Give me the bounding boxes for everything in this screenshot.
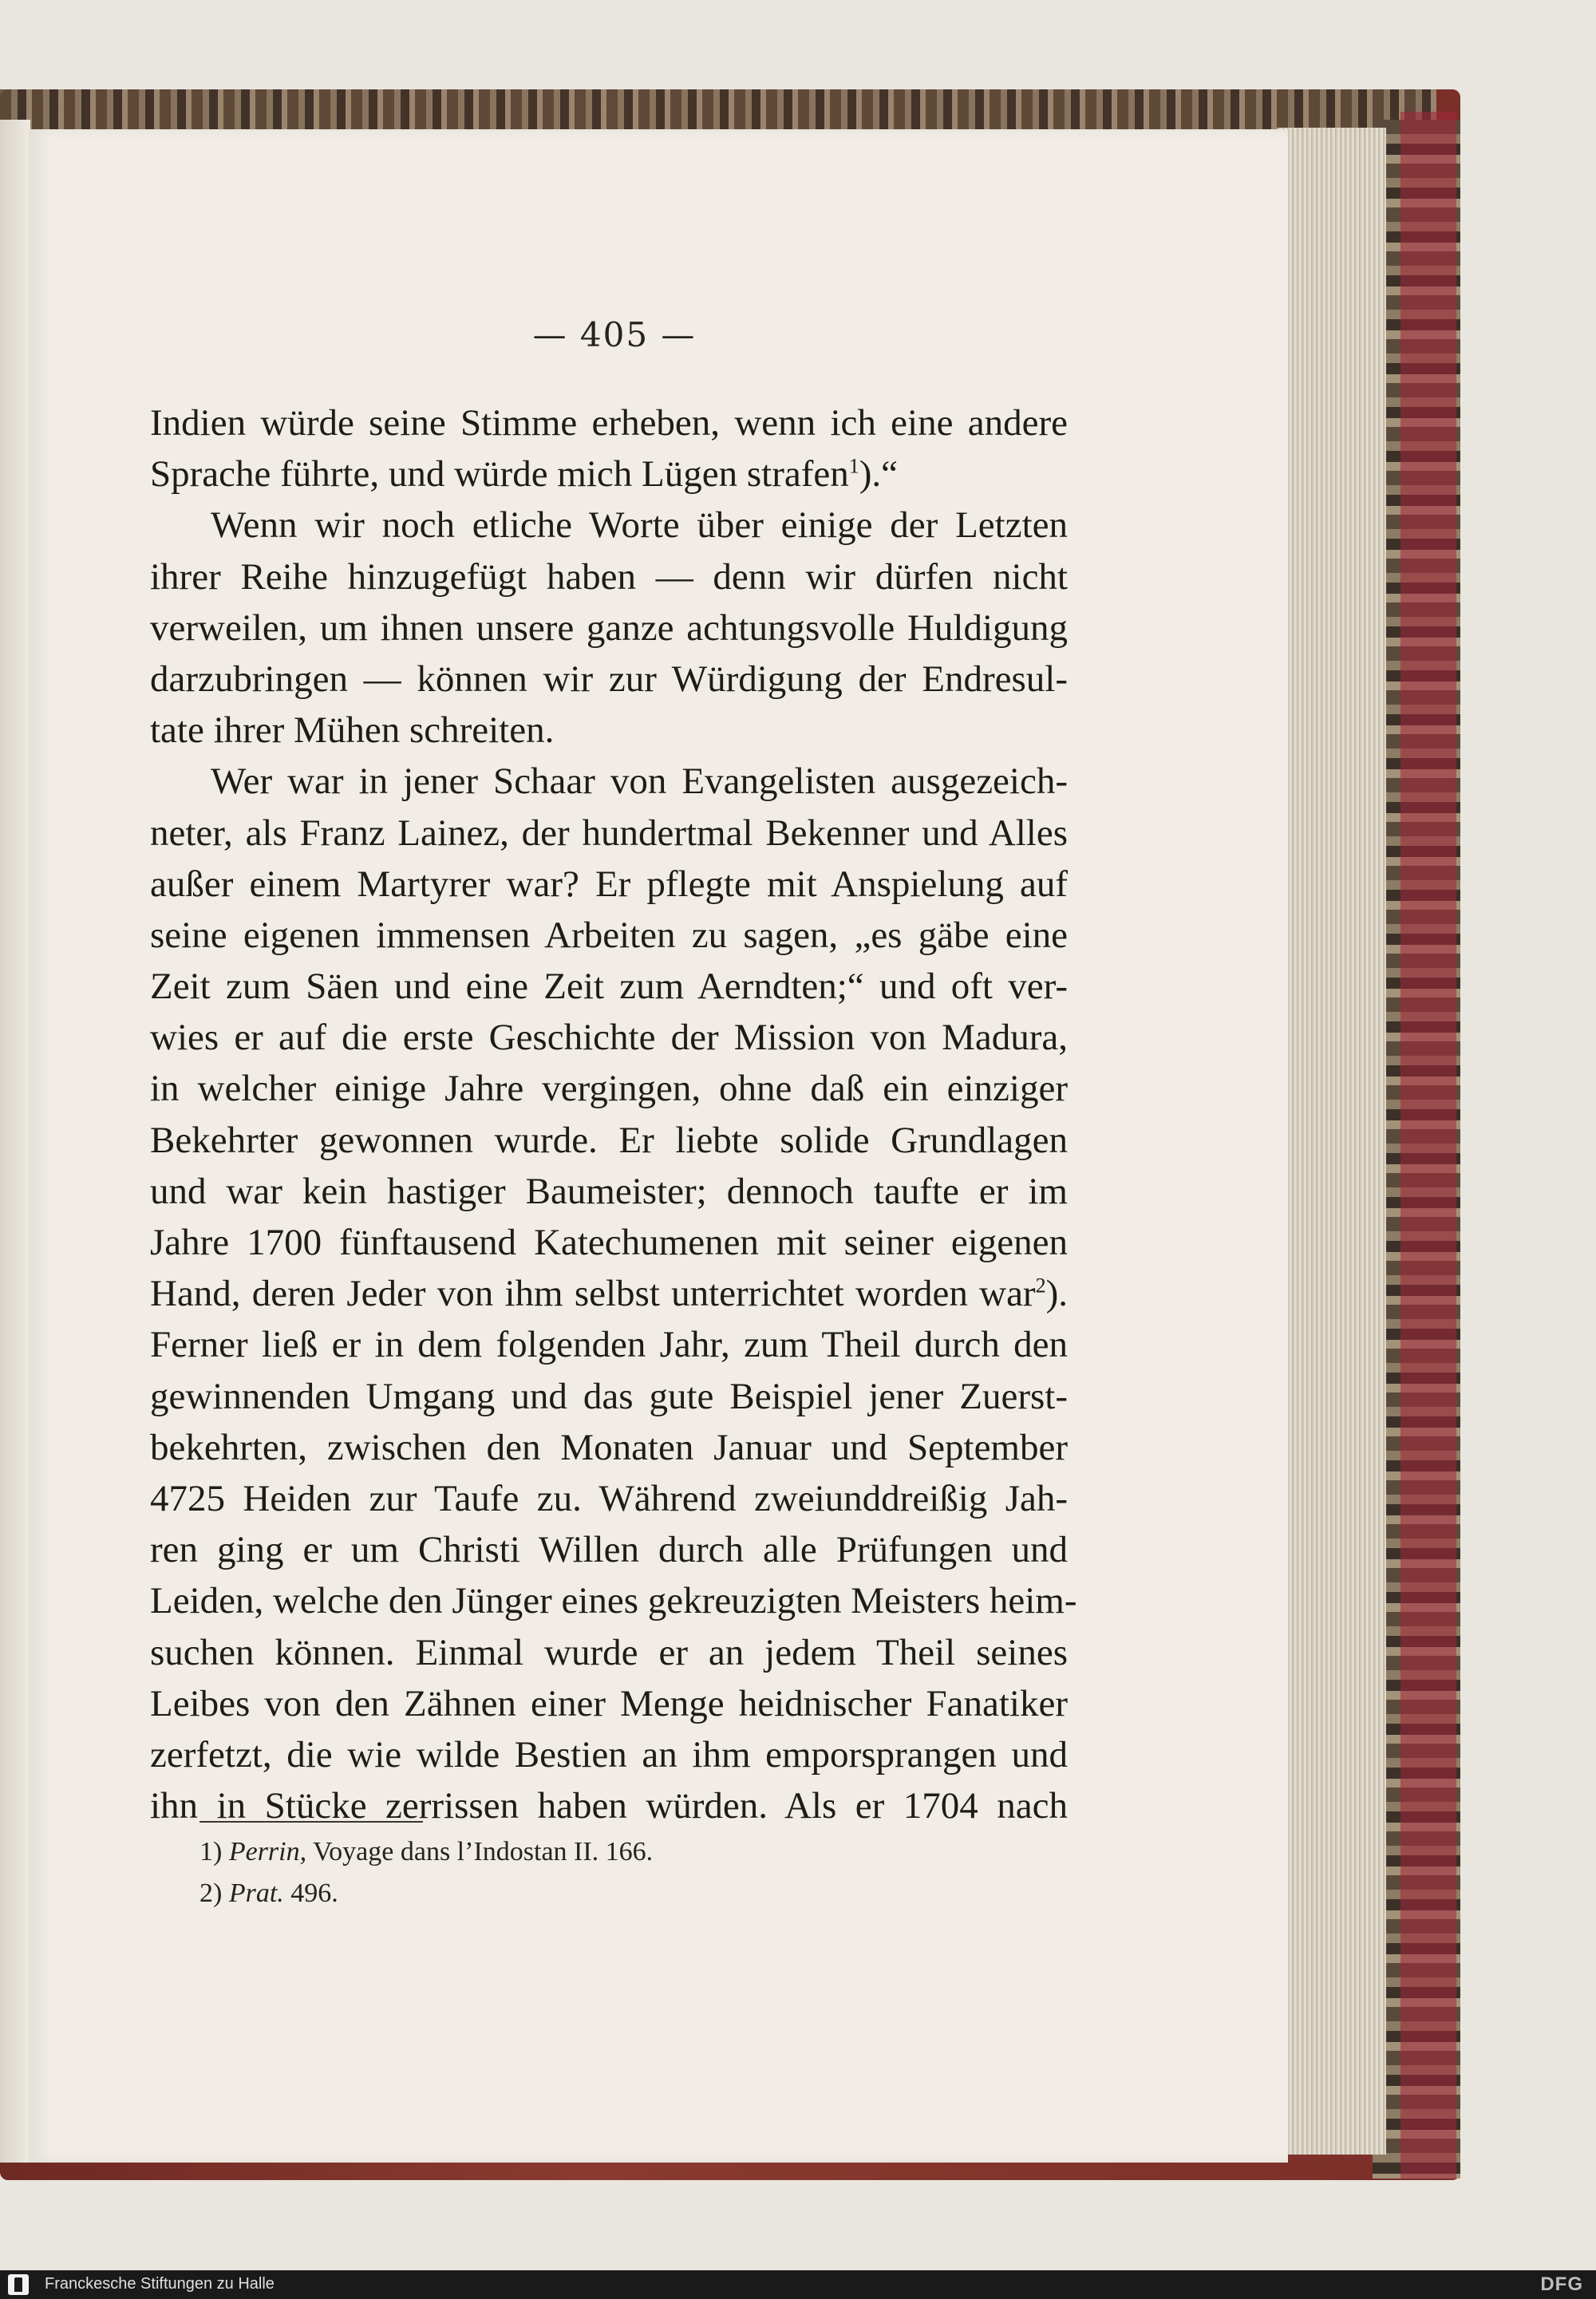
text-line: 4725 Heiden zur Taufe zu. Während zweiunddreißig Jah- — [150, 1477, 1068, 1519]
text-line: zerfetzt, die wie wilde Bestien an ihm emporsprangen und — [150, 1733, 1068, 1776]
text-line: seine eigenen immensen Arbeiten zu sagen, „es gäbe eine — [150, 914, 1068, 956]
footnotes — [200, 1831, 918, 1914]
text-line: Zeit zum Säen und eine Zeit zum Aerndten;“ und oft ver- — [150, 966, 1068, 1008]
cover-red-binding — [1400, 112, 1456, 2179]
footnote: 1) Perrin, Voyage dans l’Indostan II. 166. — [200, 1837, 654, 1866]
text-line: gewinnenden Umgang und das gute Beispiel jener Zuerst- — [150, 1375, 1068, 1417]
text-line: tate ihrer Mühen schreiten. — [150, 709, 555, 752]
footnote-ref: 1 — [848, 454, 859, 478]
text-line: Jahre 1700 fünftausend Katechumenen mit seiner eigenen — [150, 1222, 1068, 1263]
institution-logo-icon — [8, 2274, 29, 2295]
footnote-divider — [200, 1821, 423, 1823]
page-block-edge — [1277, 128, 1386, 2155]
text-line: Leibes von den Zähnen einer Menge heidnischer Fanatiker — [150, 1682, 1068, 1724]
viewer-footer-bar — [0, 2270, 1596, 2299]
text-line: neter, als Franz Lainez, der hundertmal Bekenner und Alles — [150, 812, 1068, 854]
text-line: ren ging er um Christi Willen durch alle Prüfungen und — [150, 1529, 1068, 1571]
footnote: 2) Prat. 496. — [200, 1878, 338, 1908]
text-line: ihrer Reihe hinzugefügt haben — denn wir dürfen nicht — [150, 555, 1068, 598]
text-line: bekehrten, zwischen den Monaten Januar und September — [150, 1426, 1068, 1468]
text-line: Indien würde seine Stimme erheben, wenn ich eine andere — [150, 402, 1068, 444]
text-line: suchen können. Einmal wurde er an jedem Theil seines — [150, 1631, 1068, 1673]
text-line: darzubringen — können wir zur Würdigung der Endresul- — [150, 658, 1068, 700]
text-line: und war kein hastiger Baumeister; dennoch taufte er im — [150, 1170, 1068, 1212]
footnote-ref: 2 — [1035, 1274, 1046, 1298]
text-line: Bekehrter gewonnen wurde. Er liebte solide Grundlagen — [150, 1119, 1068, 1161]
text-line: Ferner ließ er in dem folgenden Jahr, zum Theil durch den — [150, 1324, 1068, 1366]
text-line: wies er auf die erste Geschichte der Mission von Madura, — [150, 1017, 1068, 1059]
institution-label: Franckesche Stiftungen zu Halle — [45, 2275, 275, 2293]
text-line: Hand, deren Jeder von ihm selbst unterrichtet worden war$^2$). — [150, 1273, 1068, 1315]
text-line: außer einem Martyrer war? Er pflegte mit Anspielung auf — [150, 863, 1068, 905]
text-line: ihn in Stücke zerrissen haben würden. Als er 1704 nach — [150, 1785, 1068, 1827]
previous-page-edge — [0, 120, 30, 2163]
text-line: Wer war in jener Schaar von Evangelisten ausgezeich- — [211, 760, 1068, 803]
text-line: in welcher einige Jahre vergingen, ohne daß ein einziger — [150, 1068, 1068, 1110]
text-line: Sprache führte, und würde mich Lügen strafen$^1$).“ — [150, 453, 898, 496]
page-number: — 405 — — [532, 315, 697, 354]
body-text — [150, 397, 1077, 1831]
text-line: Wenn wir noch etliche Worte über einige der Letzten — [211, 504, 1068, 547]
text-line: Leiden, welche den Jünger eines gekreuzigten Meisters heim- — [150, 1580, 1077, 1622]
text-line: verweilen, um ihnen unsere ganze achtungsvolle Huldigung — [150, 606, 1068, 649]
dfg-mark: DFG — [1540, 2273, 1583, 2295]
